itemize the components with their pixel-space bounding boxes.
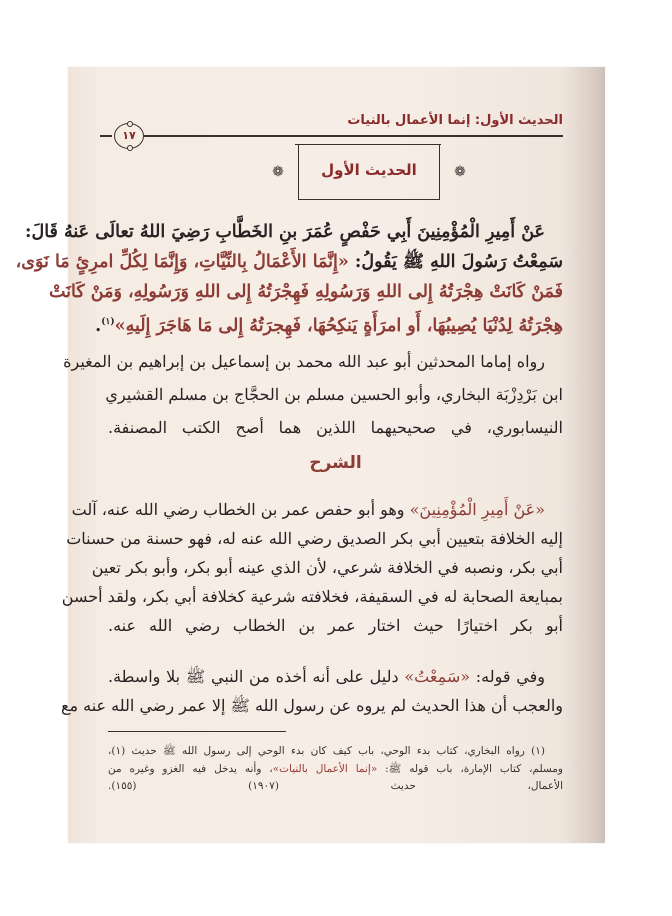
sharh-line: أبي بكر، ونصبه في الخلافة شرعي، لأن الذي عينه أبو بكر، وأبو بكر تعين xyxy=(91,558,563,577)
narration-paragraph xyxy=(63,345,563,444)
sharh-text: وهو أبو حفص عمر بن الخطاب رضي الله عنه، آلت xyxy=(71,500,410,519)
sharh-line: والعجب أن هذا الحديث لم يروه عن رسول الله ﷺ إلا عمر رضي الله عنه مع xyxy=(60,696,563,715)
running-header xyxy=(108,113,563,142)
footnote-line xyxy=(108,761,563,779)
footnote-text: ، وأنه يدخل فيه الغزو وغيره من xyxy=(108,762,273,775)
matn-line xyxy=(15,247,563,277)
narration-line: ابن بَرْدِزْبَة البخاري، وأبو الحسين مسلم بن الحجَّاج بن مسلم القشيري xyxy=(105,385,563,404)
narration-line: رواه إماما المحدثين أبو عبد الله محمد بن إسماعيل بن إبراهيم بن المغيرة xyxy=(63,352,545,371)
quoted-phrase: «عَنْ أَمِيرِ الْمُؤْمِنِينَ» xyxy=(409,500,545,519)
footnote-ref[interactable]: (١) xyxy=(101,317,115,327)
sharh-text: دليل على أنه أخذه من النبي ﷺ بلا واسطة. xyxy=(108,667,405,686)
sharh-paragraph xyxy=(61,495,563,640)
quoted-phrase: «سَمِعْتُ» xyxy=(404,667,471,686)
footnote-separator xyxy=(108,731,286,732)
footnote-line: (١) رواه البخاري، كتاب بدء الوحي، باب كيف كان بدء الوحي إلى رسول الله ﷺ حديث (١)، xyxy=(108,745,545,757)
running-head-title: الحديث الأول: إنما الأعمال بالنيات xyxy=(347,113,563,128)
footnotes xyxy=(108,743,563,796)
matn-line xyxy=(95,307,563,341)
footnote-line: الأعمال، حديث (١٩٠٧) (١٥٥). xyxy=(108,780,563,792)
header-rule xyxy=(144,135,563,137)
matn-line: فَمَنْ كَانَتْ هِجْرَتُهُ إِلى اللهِ وَرَسُولِهِ فَهِجْرَتُهُ إِلى اللهِ وَرَسُولِهِ، وَمَنْ كَانَتْ xyxy=(48,282,563,302)
hadith-text xyxy=(15,217,563,341)
matn-quote: هِجْرَتُهُ لِدُنْيَا يُصِيبُهَا، أَو امرَأَةٍ يَنكِحُهَا، فَهِجرَتُهُ إِلى مَا هَاجَرَ إِلَيهِ» xyxy=(114,315,563,336)
hadith-title-frame xyxy=(272,159,466,200)
hadith-title: الحديث الأول xyxy=(321,161,417,179)
footnote-text: ومسلم، كتاب الإمارة، باب قوله ﷺ: xyxy=(377,762,563,775)
section-heading-sharh: الشرح xyxy=(309,453,362,473)
footnote-quote: «إنما الأعمال بالنيات» xyxy=(272,762,378,775)
book-page xyxy=(15,67,605,843)
sharh-line: بمبايعة الصحابة له في السقيفة، فخلافته شرعية كخلافة أبي بكر، ولقد أحسن xyxy=(61,587,563,606)
sharh-line: أبو بكر اختيارًا حيث اختار عمر بن الخطاب رضي الله عنه. xyxy=(108,616,563,635)
sharh-line xyxy=(71,495,563,524)
page-number: ١٧ xyxy=(114,123,144,149)
sharh-line xyxy=(108,662,563,691)
matn-intro: سَمِعْتُ رَسُولَ اللهِ ﷺ يَقُولُ: xyxy=(348,252,563,272)
flower-ornament-icon: ❁ xyxy=(454,164,466,180)
narration-line: النيسابوري، في صحيحيهما اللذين هما أصح الكتب المصنفة. xyxy=(108,418,563,437)
sharh-paragraph-2 xyxy=(60,662,563,720)
period: . xyxy=(95,315,102,336)
matn-quote: «إِنَّمَا الأَعْمَالُ بِالنِّيَّاتِ، وَإِنَّمَا لِكُلِّ امرِئٍ مَا نَوَى، xyxy=(15,252,349,272)
sharh-line: إليه الخلافة بتعيين أبي بكر الصديق رضي الله عنه له، فهو حسنة من حسنات xyxy=(66,529,563,548)
flower-ornament-icon: ❁ xyxy=(272,164,284,180)
matn-line: عَنْ أَمِيرِ الْمُؤْمِنِينَ أَبِي حَفْصٍ عُمَرَ بنِ الخَطَّابِ رَضِيَ اللهُ تعالَى عَنهُ قَالَ: xyxy=(25,222,545,242)
sharh-text: وفي قوله: xyxy=(470,667,546,686)
header-rule-left xyxy=(100,135,112,137)
